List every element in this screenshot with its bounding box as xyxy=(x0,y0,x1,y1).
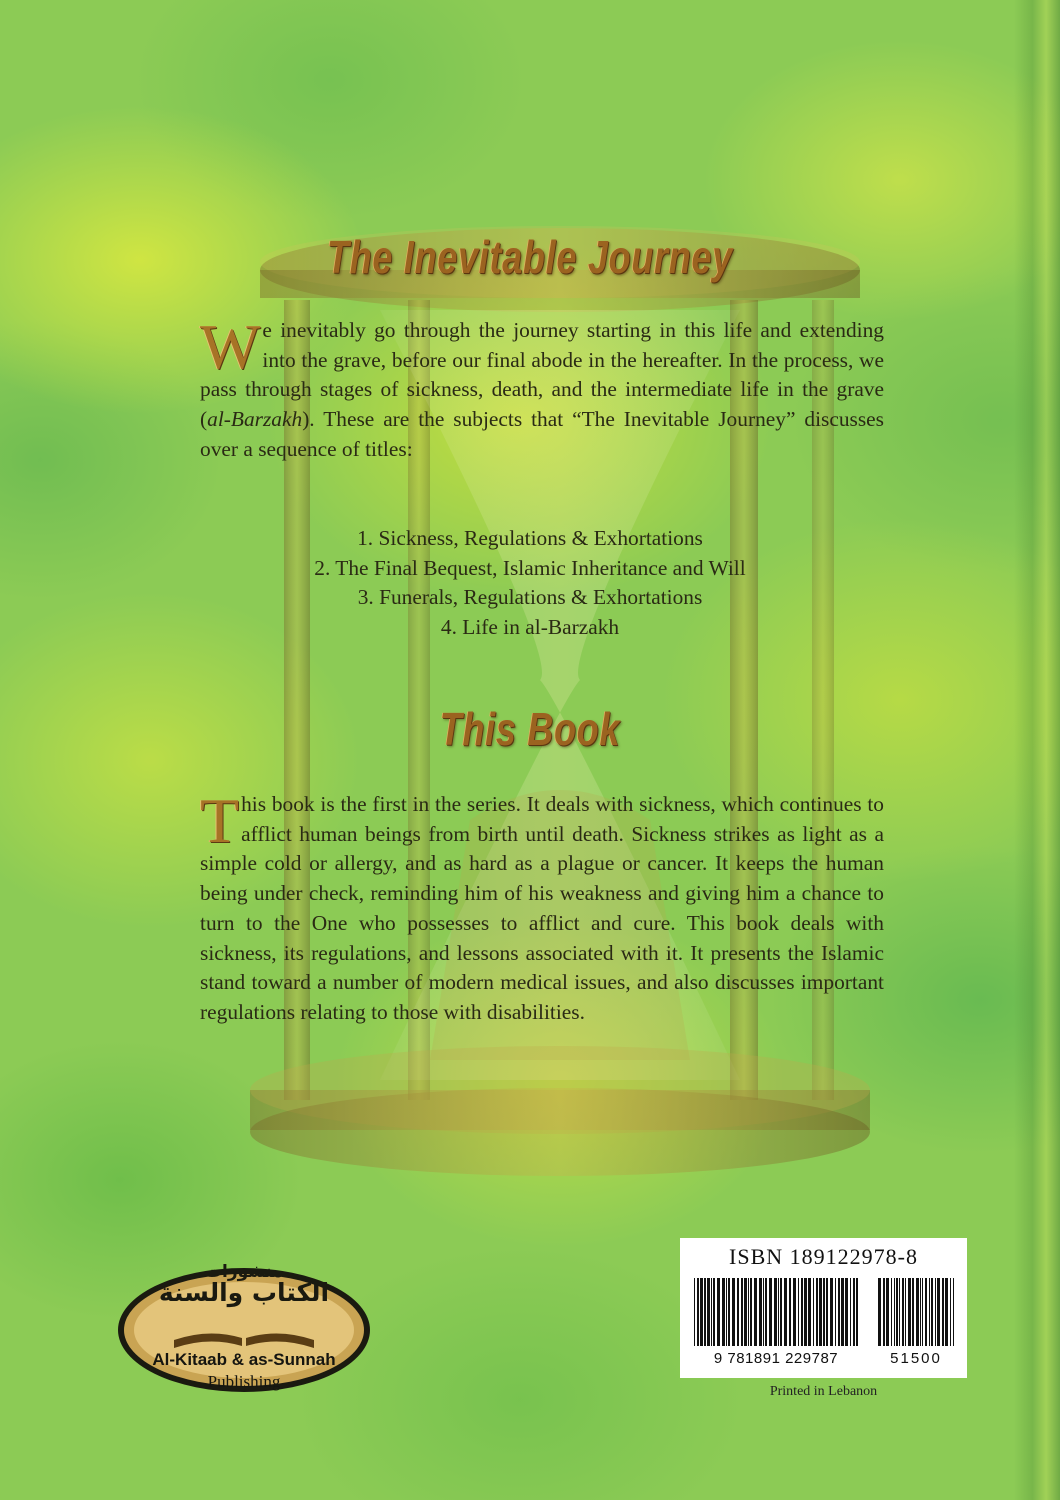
series-title-item: 3. Funerals, Regulations & Exhortations xyxy=(357,585,703,609)
heading-inevitable-journey: The Inevitable Journey xyxy=(327,231,733,283)
series-title-item: 2. The Final Bequest, Islamic Inheritance and Will xyxy=(314,555,746,580)
barcode-bar xyxy=(953,1278,954,1346)
barcode-bar xyxy=(741,1278,743,1346)
barcode-bar xyxy=(726,1278,727,1346)
dropcap-w: W xyxy=(200,311,261,382)
barcode-bar xyxy=(853,1278,855,1346)
publisher-name: Al-Kitaab & as-Sunnah xyxy=(152,1350,336,1369)
barcode-bar xyxy=(908,1278,911,1346)
barcode-bar xyxy=(763,1278,764,1346)
book-paragraph xyxy=(200,785,884,1028)
barcode-bar xyxy=(823,1278,825,1346)
barcode-bar xyxy=(707,1278,710,1346)
barcode-bar xyxy=(931,1278,933,1346)
barcode-bar xyxy=(750,1278,752,1346)
barcode-bar xyxy=(711,1278,712,1346)
dropcap-t: T xyxy=(200,785,240,856)
barcode-bar xyxy=(937,1278,940,1346)
barcode-bar xyxy=(878,1278,881,1346)
barcode-bar xyxy=(774,1278,777,1346)
barcode-bar xyxy=(784,1278,787,1346)
barcode-bar xyxy=(835,1278,836,1346)
publisher-logo xyxy=(114,1258,374,1398)
barcode-bar xyxy=(925,1278,927,1346)
isbn-barcode-box xyxy=(680,1238,967,1378)
barcode-bar xyxy=(850,1278,851,1346)
barcode-bar xyxy=(789,1278,791,1346)
barcode-bar xyxy=(744,1278,747,1346)
barcode-bar xyxy=(754,1278,757,1346)
barcode-bar xyxy=(717,1278,720,1346)
isbn-label: ISBN 189122978-8 xyxy=(729,1244,918,1269)
barcode-bar xyxy=(845,1278,848,1346)
barcode-area xyxy=(694,1278,953,1350)
barcode-bar xyxy=(732,1278,735,1346)
book-text: his book is the first in the series. It deals with sickness, which continues to afflict human beings from birth until death. Sickness strikes as light as a simple cold or allergy, and as hard as a plague or cancer. It keeps the human being under check, reminding him of his weakness and giving him a chance to turn to the One who possesses to afflict and cure. This book deals with sickness, its regulations, and lessons associated with it. It presents the Islamic stand toward a number of modern medical issues, and also discusses important regulations relating to those with disabilities. xyxy=(200,792,884,1024)
barcode-bar xyxy=(830,1278,833,1346)
journey-text-end: ). These are the subjects that “The Inevitable Journey” discusses over a sequence of titles: xyxy=(200,407,884,461)
publisher-subtitle: Publishing xyxy=(207,1372,281,1391)
barcode-bar xyxy=(841,1278,844,1346)
barcode-bar xyxy=(896,1278,898,1346)
barcode-bar xyxy=(935,1278,936,1346)
barcode-bar xyxy=(905,1278,906,1346)
barcode-bar xyxy=(700,1278,703,1346)
barcode-bar xyxy=(912,1278,914,1346)
barcode-bar xyxy=(808,1278,811,1346)
barcode-bar xyxy=(886,1278,889,1346)
barcode-bar xyxy=(929,1278,930,1346)
barcode-bar xyxy=(697,1278,699,1346)
barcode-bar xyxy=(798,1278,799,1346)
publisher-arabic-small: منشورات xyxy=(204,1262,284,1282)
addon-barcode-digits: 51500 xyxy=(890,1350,942,1367)
barcode-bar xyxy=(801,1278,803,1346)
al-barzakh-italic: al-Barzakh xyxy=(207,407,303,432)
publisher-arabic-name: الكتاب والسنة xyxy=(158,1278,330,1307)
barcode-bar xyxy=(902,1278,904,1346)
barcode-bar xyxy=(793,1278,796,1346)
barcode-bar xyxy=(891,1278,892,1346)
series-titles-list xyxy=(0,524,1060,642)
barcode-bar xyxy=(883,1278,885,1346)
barcode-bar xyxy=(945,1278,948,1346)
barcode-bar xyxy=(759,1278,762,1346)
barcode-bar xyxy=(826,1278,828,1346)
barcode-bar xyxy=(922,1278,923,1346)
barcode-bar xyxy=(920,1278,921,1346)
addon-barcode xyxy=(878,1278,954,1346)
journey-text-start: e inevitably go through the journey starting in this life and extending into the grave, before our final abode in the hereafter. In the process, we pass through stages of sickness, death, and the intermediate life in the grave ( xyxy=(200,318,884,432)
journey-paragraph xyxy=(200,311,884,465)
barcode-bar xyxy=(813,1278,814,1346)
barcode-bar xyxy=(950,1278,951,1346)
main-barcode-digits: 9 781891 229787 xyxy=(713,1350,839,1367)
barcode-digits xyxy=(694,1350,953,1370)
barcode-bar xyxy=(780,1278,782,1346)
barcode-bar xyxy=(819,1278,822,1346)
barcode-bar xyxy=(769,1278,772,1346)
barcode-bar xyxy=(704,1278,706,1346)
barcode-bar xyxy=(737,1278,739,1346)
barcode-bar xyxy=(728,1278,730,1346)
barcode-bar xyxy=(942,1278,944,1346)
barcode-bar xyxy=(713,1278,715,1346)
barcode-bar xyxy=(816,1278,818,1346)
barcode-bar xyxy=(856,1278,858,1346)
barcode-bar xyxy=(894,1278,895,1346)
printed-in-label: Printed in Lebanon xyxy=(769,1384,878,1399)
barcode-bar xyxy=(778,1278,779,1346)
series-title-item: 1. Sickness, Regulations & Exhortations xyxy=(357,526,703,550)
barcode-bar xyxy=(748,1278,749,1346)
series-title-item: 4. Life in al-Barzakh xyxy=(440,614,620,639)
barcode-bar xyxy=(765,1278,767,1346)
barcode-bar xyxy=(899,1278,900,1346)
heading-this-book: This Book xyxy=(439,703,621,755)
barcode-bar xyxy=(694,1278,695,1346)
barcode-bar xyxy=(916,1278,919,1346)
barcode-bar xyxy=(722,1278,725,1346)
barcode-bar xyxy=(804,1278,807,1346)
barcode-bar xyxy=(838,1278,840,1346)
main-barcode xyxy=(694,1278,858,1346)
